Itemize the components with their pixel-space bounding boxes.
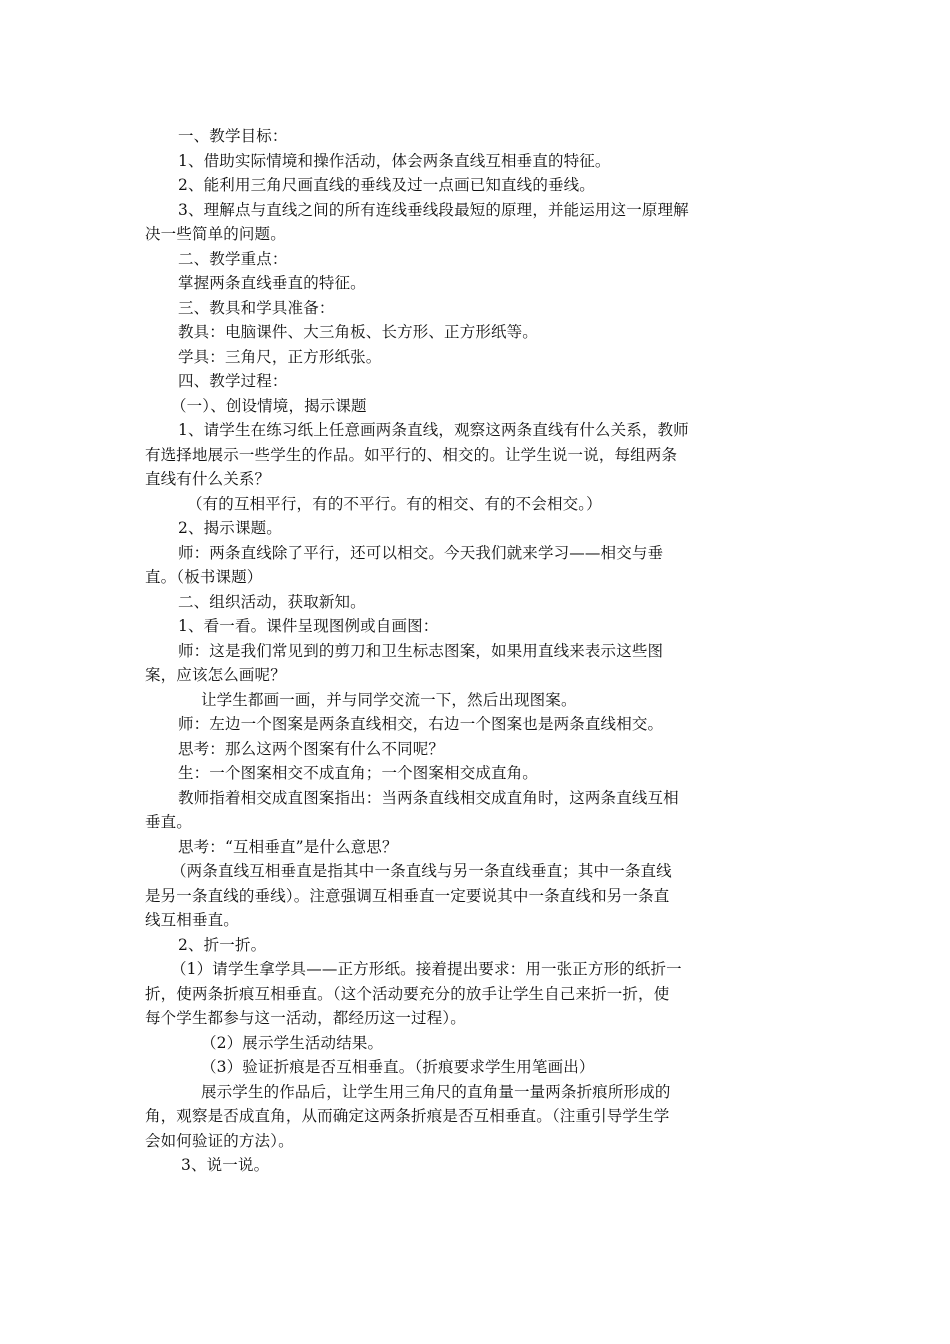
text-line: 折，使两条折痕互相垂直。（这个活动要充分的放手让学生自己来折一折，使 <box>145 984 670 1003</box>
text-line: 一、教学目标： <box>178 127 288 145</box>
text-line: 生：一个图案相交不成直角；一个图案相交成直角。 <box>178 764 538 782</box>
text-line: 让学生都画一画，并与同学交流一下，然后出现图案。 <box>201 690 577 709</box>
text-line: 角，观察是否成直角，从而确定这两条折痕是否互相垂直。（注重引导学生学 <box>145 1107 670 1125</box>
text-line: 二、组织活动，获取新知。 <box>178 592 366 611</box>
text-line: 1、看一看。课件呈现图例或自画图： <box>178 617 439 635</box>
text-line: 1、请学生在练习纸上任意画两条直线，观察这两条直线有什么关系，教师 <box>178 421 689 439</box>
text-line: 学具：三角尺，正方形纸张。 <box>178 347 382 366</box>
text-line: 直线有什么关系？ <box>145 470 271 488</box>
text-line: 2、能利用三角尺画直线的垂线及过一点画已知直线的垂线。 <box>178 176 595 194</box>
text-line: 1、借助实际情境和操作活动，体会两条直线互相垂直的特征。 <box>178 151 611 170</box>
text-line: 决一些简单的问题。 <box>145 225 286 243</box>
text-line: （2）展示学生活动结果。 <box>201 1033 384 1052</box>
text-line: 思考：“互相垂直”是什么意思？ <box>178 837 398 856</box>
text-line: （两条直线互相垂直是指其中一条直线与另一条直线垂直；其中一条直线 <box>171 862 672 880</box>
text-line: （有的互相平行，有的不平行。有的相交、有的不会相交。） <box>187 494 602 513</box>
text-line: 会如何验证的方法）。 <box>145 1131 294 1150</box>
text-line: 垂直。 <box>145 813 192 831</box>
text-line: 师：左边一个图案是两条直线相交，右边一个图案也是两条直线相交。 <box>178 715 664 733</box>
text-line: 掌握两条直线垂直的特征。 <box>178 274 366 292</box>
text-line: 展示学生的作品后，让学生用三角尺的直角量一量两条折痕所形成的 <box>201 1082 671 1101</box>
text-line: 线互相垂直。 <box>145 911 239 929</box>
text-line: 教具：电脑课件、大三角板、长方形、正方形纸等。 <box>178 323 538 341</box>
text-line: 四、教学过程： <box>178 372 288 390</box>
text-line: 思考：那么这两个图案有什么不同呢？ <box>178 739 445 758</box>
text-line: 师：这是我们常见到的剪刀和卫生标志图案，如果用直线来表示这些图 <box>178 641 664 660</box>
text-line: 案，应该怎么画呢？ <box>145 666 286 684</box>
text-line: 二、教学重点： <box>178 249 288 268</box>
text-line: 每个学生都参与这一活动，都经历这一过程）。 <box>145 1009 466 1027</box>
text-line: 有选择地展示一些学生的作品。如平行的、相交的。让学生说一说，每组两条 <box>145 445 678 464</box>
text-line: （1）请学生拿学具——正方形纸。接着提出要求：用一张正方形的纸折一 <box>171 960 682 978</box>
text-line: 教师指着相交成直图案指出：当两条直线相交成直角时，这两条直线互相 <box>178 788 679 807</box>
text-line: 3、理解点与直线之间的所有连线垂线段最短的原理，并能运用这一原理解 <box>178 200 689 219</box>
text-line: 2、揭示课题。 <box>178 519 282 537</box>
text-line: 3、说一说。 <box>181 1156 270 1174</box>
text-line: （一）、创设情境，揭示课题 <box>171 396 367 415</box>
text-line: 是另一条直线的垂线）。注意强调互相垂直一定要说其中一条直线和另一条直 <box>145 886 670 905</box>
text-line: （3）验证折痕是否互相垂直。（折痕要求学生用笔画出） <box>201 1058 595 1076</box>
document-body <box>145 124 810 1178</box>
text-line: 2、折一折。 <box>178 935 267 954</box>
text-line: 直。（板书课题） <box>145 568 263 586</box>
text-line: 三、教具和学具准备： <box>178 298 335 317</box>
text-line: 师：两条直线除了平行，还可以相交。今天我们就来学习——相交与垂 <box>178 543 664 562</box>
